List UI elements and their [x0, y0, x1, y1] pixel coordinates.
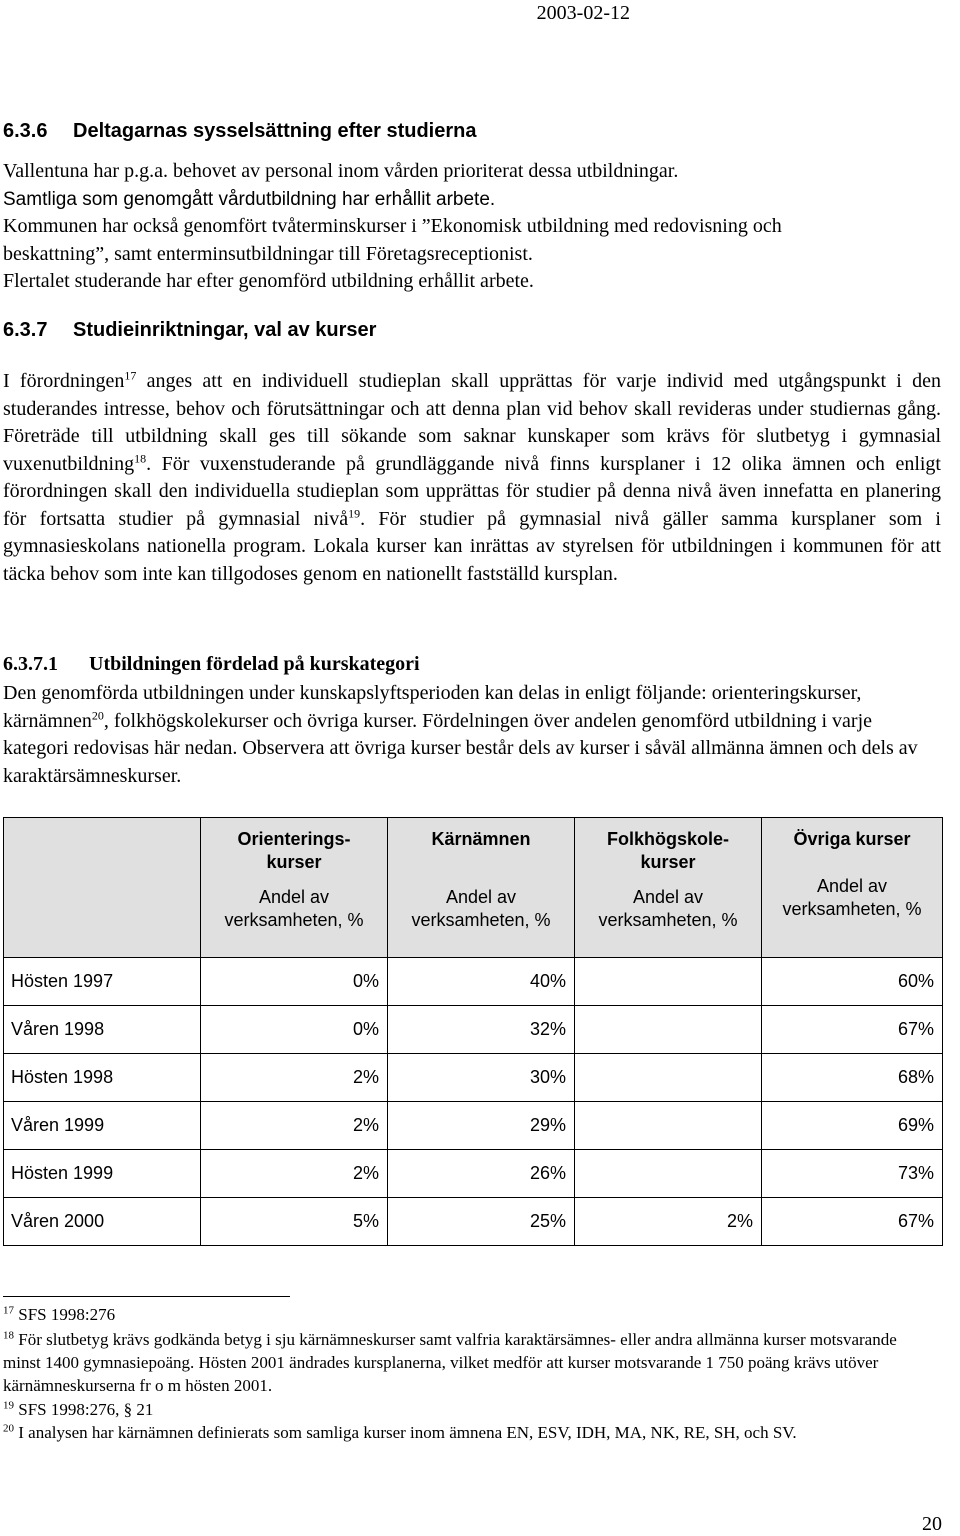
footnote-ref: 19	[348, 505, 361, 520]
section-6371-body	[3, 680, 938, 790]
cell-folkhogskolekurser	[575, 1006, 762, 1054]
cell-karnamnen: 25%	[388, 1198, 575, 1246]
row-label: Våren 1999	[4, 1102, 201, 1150]
footnote-18	[3, 1328, 933, 1397]
section-title: Deltagarnas sysselsättning efter studierna	[73, 120, 477, 142]
body-line: Flertalet studerande har efter genomförd utbildning erhållit arbete.	[3, 270, 534, 292]
footnote-ref: 17	[124, 368, 137, 383]
section-637-body	[3, 368, 941, 588]
cell-ovriga-kurser: 68%	[762, 1054, 943, 1102]
footnote-text: SFS 1998:276	[18, 1305, 116, 1324]
footnote-text: SFS 1998:276, § 21	[18, 1400, 154, 1419]
section-number: 6.3.6	[3, 120, 48, 142]
footnote-number: 17	[3, 1304, 14, 1317]
subsection-number: 6.3.7.1	[3, 653, 58, 675]
footnote-number: 18	[3, 1329, 14, 1342]
cell-karnamnen: 26%	[388, 1150, 575, 1198]
body-text: , folkhögskolekurser och övriga kurser. Fördelningen över andelen genomförd utbildning i varje kategori redovisas här nedan. Observera att övriga kurser består dels av kurser i såväl allmänna ämnen och dels av karaktärsämneskurser.	[3, 709, 918, 787]
column-subtitle: Andel av verksamheten, %	[411, 887, 551, 930]
column-subtitle: Andel av verksamheten, %	[782, 876, 922, 919]
body-text: I förordningen	[3, 370, 125, 392]
row-label: Hösten 1999	[4, 1150, 201, 1198]
cell-orienteringskurser: 0%	[201, 958, 388, 1006]
column-subtitle: Andel av verksamheten, %	[224, 887, 364, 930]
footnote-text: För slutbetyg krävs godkända betyg i sju kärnämneskurser samt valfria karaktärsämnes- eller andra allmänna kurser motsvarande minst 1400 gymnasiepoäng. Hösten 2001 ändrades kursplanerna, vilket medför att kurser motsvarande 1 750 poäng krävs utöver kärnämneskurserna fr o m hösten 2001.	[3, 1330, 897, 1395]
table-row	[4, 1054, 943, 1102]
cell-orienteringskurser: 2%	[201, 1054, 388, 1102]
cell-folkhogskolekurser	[575, 1150, 762, 1198]
body-text: . För studier på gymnasial nivå gäller samma kursplaner som i gymnasieskolans nationella program. Lokala kurser kan inrättas av styrelsen för utbildningen i kommunen för att täcka behov som inte kan tillgodoses genom en nationellt fastställd kursplan.	[3, 507, 941, 585]
cell-karnamnen: 30%	[388, 1054, 575, 1102]
cell-orienteringskurser: 2%	[201, 1102, 388, 1150]
column-header	[762, 818, 943, 958]
footnote-number: 20	[3, 1422, 14, 1435]
section-heading-637	[3, 319, 376, 342]
subsection-title: Utbildningen fördelad på kurskategori	[89, 653, 420, 675]
body-text: anges att en individuell studieplan skall upprättas för varje individ med utgångspunkt i den studerandes intresse, behov och förutsättningar och att denna plan vid behov skall revideras under studiernas gång. Företräde till utbildning skall ges till sökande som saknar kunskaper som krävs för slutbetyg i gymnasial vuxenutbildning	[3, 370, 941, 475]
column-header	[388, 818, 575, 958]
footnote-separator	[3, 1296, 290, 1297]
cell-folkhogskolekurser: 2%	[575, 1198, 762, 1246]
cell-karnamnen: 32%	[388, 1006, 575, 1054]
section-title: Studieinriktningar, val av kurser	[73, 319, 377, 341]
cell-folkhogskolekurser	[575, 1102, 762, 1150]
page-number: 20	[922, 1513, 942, 1535]
section-heading-636	[3, 120, 476, 143]
footnote-ref: 18	[134, 450, 147, 465]
table-row	[4, 1006, 943, 1054]
footnote-20	[3, 1421, 933, 1444]
column-header	[201, 818, 388, 958]
body-text: . För vuxenstuderande på grundläggande nivå finns kursplaner i 12 olika ämnen och enligt förordningen skall den individuella studieplan som upprättas för studier på denna nivå även innefatta en planering för fortsatta studier på gymnasial nivå	[3, 452, 941, 530]
table-header-row	[4, 818, 943, 958]
cell-ovriga-kurser: 67%	[762, 1006, 943, 1054]
cell-orienteringskurser: 2%	[201, 1150, 388, 1198]
column-title: Övriga kurser	[793, 829, 911, 849]
footnote-17	[3, 1303, 933, 1326]
header-date: 2003-02-12	[536, 2, 630, 24]
row-label: Hösten 1997	[4, 958, 201, 1006]
column-title: Orienterings- kurser	[237, 829, 351, 872]
cell-ovriga-kurser: 73%	[762, 1150, 943, 1198]
cell-karnamnen: 29%	[388, 1102, 575, 1150]
row-label: Våren 2000	[4, 1198, 201, 1246]
footnote-ref: 20	[91, 707, 104, 722]
row-label: Hösten 1998	[4, 1054, 201, 1102]
body-line: beskattning”, samt enterminsutbildningar till Företagsreceptionist.	[3, 242, 533, 265]
body-line: Vallentuna har p.g.a. behovet av personal inom vården prioriterat dessa utbildningar.	[3, 160, 679, 182]
table-row	[4, 1150, 943, 1198]
subsection-heading-6371	[3, 653, 420, 676]
cell-folkhogskolekurser	[575, 1054, 762, 1102]
footnote-19	[3, 1398, 933, 1421]
cell-ovriga-kurser: 69%	[762, 1102, 943, 1150]
body-line: Samtliga som genomgått vårdutbildning har erhållit arbete.	[3, 188, 496, 210]
cell-folkhogskolekurser	[575, 958, 762, 1006]
cell-karnamnen: 40%	[388, 958, 575, 1006]
column-subtitle: Andel av verksamheten, %	[598, 887, 738, 930]
body-line: Kommunen har också genomfört tvåterminskurser i ”Ekonomisk utbildning med redovisning och	[3, 215, 782, 237]
table-row	[4, 1198, 943, 1246]
cell-ovriga-kurser: 67%	[762, 1198, 943, 1246]
row-label: Våren 1998	[4, 1006, 201, 1054]
course-distribution-table	[3, 817, 943, 1246]
cell-ovriga-kurser: 60%	[762, 958, 943, 1006]
table-row	[4, 958, 943, 1006]
section-number: 6.3.7	[3, 319, 48, 341]
column-header	[575, 818, 762, 958]
footnote-text: I analysen har kärnämnen definierats som samliga kurser inom ämnena EN, ESV, IDH, MA, NK, RE, SH, och SV.	[18, 1423, 797, 1442]
table-row	[4, 1102, 943, 1150]
cell-orienteringskurser: 5%	[201, 1198, 388, 1246]
body-text: Den genomförda utbildningen under kunskapslyftsperioden kan delas in enligt följande: orienteringskurser, kärnämnen	[3, 682, 862, 732]
column-title: Kärnämnen	[431, 829, 531, 849]
footnote-number: 19	[3, 1399, 14, 1412]
section-636-body	[3, 158, 953, 296]
cell-orienteringskurser: 0%	[201, 1006, 388, 1054]
table-corner-cell	[4, 818, 201, 958]
column-title: Folkhögskole- kurser	[606, 829, 729, 872]
